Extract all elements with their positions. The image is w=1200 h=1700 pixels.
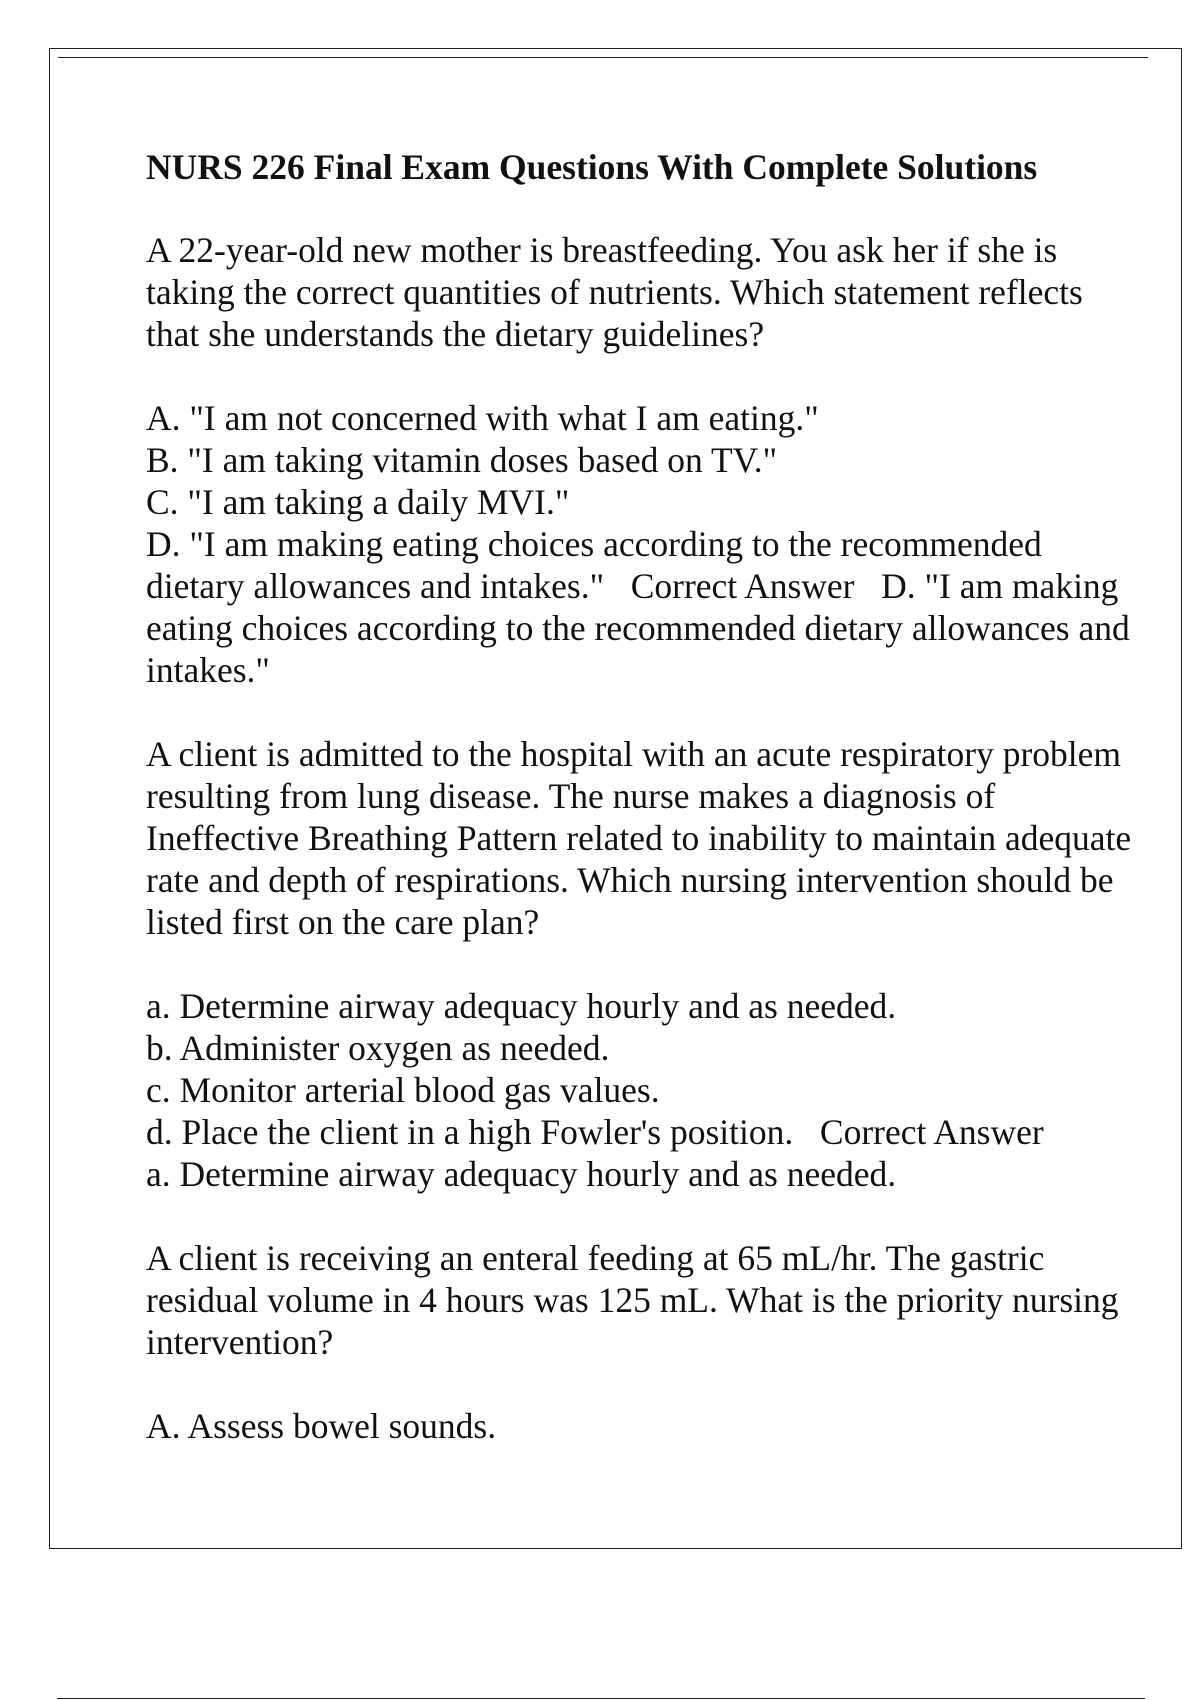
question-3-stem: A client is receiving an enteral feeding at 65 mL/hr. The gastric residual volume in 4 hours was 125 mL. What is the priority nursing intervention? bbox=[146, 1238, 1119, 1362]
bottom-rule bbox=[57, 1698, 1145, 1699]
question-2-answer: a. Determine airway adequacy hourly and as needed. bbox=[146, 1154, 897, 1194]
document-body bbox=[146, 146, 1136, 1447]
question-2-option-d-with-answer bbox=[146, 1111, 1136, 1195]
question-1-answer: D. "I am making eating choices according to the recommended dietary allowances and intakes." bbox=[146, 566, 1130, 690]
question-3-option-a: A. Assess bowel sounds. bbox=[146, 1406, 497, 1446]
question-2-option-d: d. Place the client in a high Fowler's position. bbox=[146, 1112, 794, 1152]
question-1-option-d: D. "I am making eating choices according to the recommended dietary allowances and intakes." bbox=[146, 524, 1042, 606]
question-1-correct-label: Correct Answer bbox=[630, 566, 855, 606]
question-1-option-d-with-answer bbox=[146, 523, 1136, 691]
question-2-option-c: c. Monitor arterial blood gas values. bbox=[146, 1070, 660, 1110]
question-1-option-a: A. "I am not concerned with what I am eating." bbox=[146, 398, 819, 438]
question-2-option-a: a. Determine airway adequacy hourly and as needed. bbox=[146, 986, 897, 1026]
question-1-option-b: B. "I am taking vitamin doses based on TV." bbox=[146, 440, 778, 480]
question-2-option-b: b. Administer oxygen as needed. bbox=[146, 1028, 610, 1068]
question-1-option-c: C. "I am taking a daily MVI." bbox=[146, 482, 570, 522]
question-2-stem: A client is admitted to the hospital with an acute respiratory problem resulting from lung disease. The nurse makes a diagnosis of Ineffective Breathing Pattern related to inability to maintain adequate rate and depth of respirations. Which nursing intervention should be listed first on the care plan? bbox=[146, 734, 1132, 942]
top-rule bbox=[58, 57, 1148, 58]
page-frame bbox=[49, 48, 1182, 1549]
question-2-correct-label: Correct Answer bbox=[819, 1112, 1044, 1152]
document-title: NURS 226 Final Exam Questions With Complete Solutions bbox=[146, 147, 1038, 187]
question-1-stem: A 22-year-old new mother is breastfeeding. You ask her if she is taking the correct quantities of nutrients. Which statement reflects that she understands the dietary guidelines? bbox=[146, 230, 1083, 354]
